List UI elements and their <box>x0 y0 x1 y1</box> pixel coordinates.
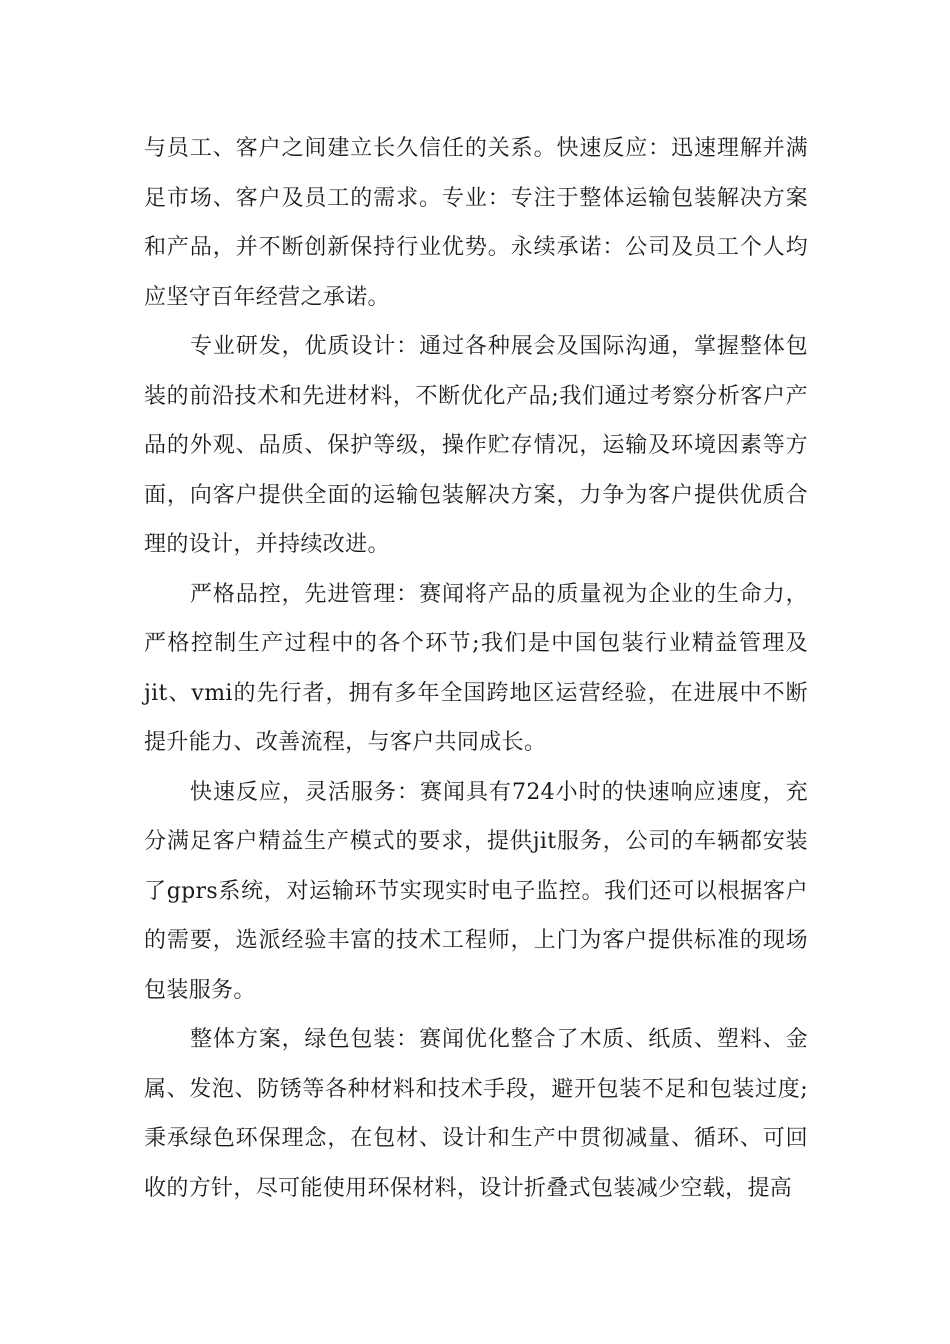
paragraph-green-packaging: 整体方案，绿色包装：赛闻优化整合了木质、纸质、塑料、金属、发泡、防锈等各种材料和技术手段，避开包装不足和包装过度;秉承绿色环保理念，在包材、设计和生产中贯彻减量、循环、可回收的方针，尽可能使用环保材料，设计折叠式包装减少空载，提高 <box>144 1027 808 1201</box>
document-body <box>144 124 808 1213</box>
paragraph-quality-control: 严格品控，先进管理：赛闻将产品的质量视为企业的生命力，严格控制生产过程中的各个环节;我们是中国包装行业精益管理及jit、vmi的先行者，拥有多年全国跨地区运营经验，在进展中不断提升能力、改善流程，与客户共同成长。 <box>144 581 808 755</box>
paragraph-fast-response: 快速反应，灵活服务：赛闻具有724小时的快速响应速度，充分满足客户精益生产模式的要求，提供jit服务，公司的车辆都安装了gprs系统，对运输环节实现实时电子监控。我们还可以根据客户的需要，选派经验丰富的技术工程师，上门为客户提供标准的现场包装服务。 <box>144 779 808 1003</box>
paragraph-continuation: 与员工、客户之间建立长久信任的关系。快速反应：迅速理解并满足市场、客户及员工的需求。专业：专注于整体运输包装解决方案和产品，并不断创新保持行业优势。永续承诺：公司及员工个人均应坚守百年经营之承诺。 <box>144 136 808 310</box>
paragraph-rd-design: 专业研发，优质设计：通过各种展会及国际沟通，掌握整体包装的前沿技术和先进材料，不断优化产品;我们通过考察分析客户产品的外观、品质、保护等级，操作贮存情况，运输及环境因素等方面，向客户提供全面的运输包装解决方案，力争为客户提供优质合理的设计，并持续改进。 <box>144 334 808 557</box>
